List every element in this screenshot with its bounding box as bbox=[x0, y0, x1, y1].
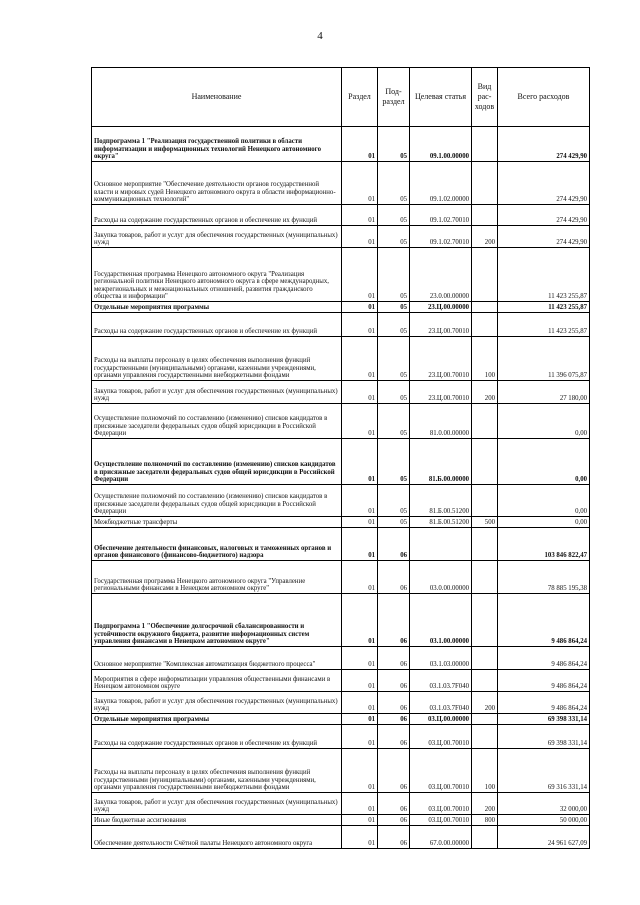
cell-target bbox=[410, 528, 472, 561]
cell-name: Расходы на содержание государственных органов и обеспечение их функций bbox=[92, 205, 342, 226]
cell-target: 81.0.00.00000 bbox=[410, 404, 472, 439]
cell-target: 03.Ц.00.70010 bbox=[410, 749, 472, 793]
cell-subsection: 06 bbox=[378, 826, 410, 849]
cell-section: 01 bbox=[342, 826, 378, 849]
cell-expense-type bbox=[472, 647, 498, 670]
cell-subsection: 05 bbox=[378, 485, 410, 517]
cell-expense-type bbox=[472, 162, 498, 205]
cell-subsection: 05 bbox=[378, 127, 410, 162]
cell-name: Подпрограмма 1 "Реализация государственной политики в области информатизации и информационных технологий Ненецкого автономного округа" bbox=[92, 127, 342, 162]
cell-total: 9 486 864,24 bbox=[498, 670, 590, 692]
table-row bbox=[92, 485, 590, 517]
cell-total: 274 429,90 bbox=[498, 127, 590, 162]
cell-target: 09.1.02.00000 bbox=[410, 162, 472, 205]
cell-subsection: 05 bbox=[378, 248, 410, 302]
cell-total: 9 486 864,24 bbox=[498, 647, 590, 670]
cell-name: Осуществление полномочий по составлению (изменению) списков кандидатов в присяжные заседатели федеральных судов общей юрисдикции в Российской Федерации bbox=[92, 439, 342, 485]
cell-section: 01 bbox=[342, 485, 378, 517]
cell-name: Закупка товаров, работ и услуг для обеспечения государственных (муниципальных) нужд bbox=[92, 381, 342, 404]
cell-expense-type: 100 bbox=[472, 749, 498, 793]
cell-name: Обеспечение деятельности Счётной палаты Ненецкого автономного округа bbox=[92, 826, 342, 849]
cell-expense-type bbox=[472, 528, 498, 561]
cell-total: 103 846 822,47 bbox=[498, 528, 590, 561]
header-expense-type: Вид рас-ходов bbox=[472, 68, 498, 127]
cell-expense-type bbox=[472, 302, 498, 313]
cell-expense-type bbox=[472, 725, 498, 749]
cell-subsection: 05 bbox=[378, 337, 410, 381]
cell-section: 01 bbox=[342, 302, 378, 313]
table-row bbox=[92, 302, 590, 313]
cell-subsection: 06 bbox=[378, 670, 410, 692]
cell-expense-type bbox=[472, 439, 498, 485]
cell-section: 01 bbox=[342, 313, 378, 337]
cell-total: 69 316 331,14 bbox=[498, 749, 590, 793]
cell-name: Иные бюджетные ассигнования bbox=[92, 815, 342, 826]
cell-section: 01 bbox=[342, 815, 378, 826]
table-row bbox=[92, 594, 590, 647]
cell-total: 50 000,00 bbox=[498, 815, 590, 826]
table-row bbox=[92, 725, 590, 749]
cell-name: Осуществление полномочий по составлению (изменению) списков кандидатов в присяжные заседатели федеральных судов общей юрисдикции в Российской Федерации bbox=[92, 404, 342, 439]
cell-target: 81.Б.00.51200 bbox=[410, 485, 472, 517]
cell-name: Закупка товаров, работ и услуг для обеспечения государственных (муниципальных) нужд bbox=[92, 692, 342, 714]
header-subsection: Под-раздел bbox=[378, 68, 410, 127]
table-row bbox=[92, 670, 590, 692]
cell-target: 03.1.00.00000 bbox=[410, 594, 472, 647]
cell-total: 9 486 864,24 bbox=[498, 692, 590, 714]
cell-name: Мероприятия в сфере информатизации управления общественными финансами в Ненецком автономном округе bbox=[92, 670, 342, 692]
cell-subsection: 06 bbox=[378, 561, 410, 594]
cell-total: 0,00 bbox=[498, 517, 590, 528]
table-row bbox=[92, 127, 590, 162]
cell-section: 01 bbox=[342, 594, 378, 647]
cell-name: Расходы на выплаты персоналу в целях обеспечения выполнения функций государственными (муниципальными) органами, казенными учреждениями, органами управления государственными внебюджетными фондами bbox=[92, 749, 342, 793]
cell-expense-type bbox=[472, 670, 498, 692]
header-name: Наименование bbox=[92, 68, 342, 127]
cell-name: Обеспечение деятельности финансовых, налоговых и таможенных органов и органов финансового (финансово-бюджетного) надзора bbox=[92, 528, 342, 561]
cell-target: 09.1.00.00000 bbox=[410, 127, 472, 162]
table-row bbox=[92, 815, 590, 826]
cell-subsection: 05 bbox=[378, 162, 410, 205]
cell-target: 09.1.02.70010 bbox=[410, 205, 472, 226]
cell-expense-type: 200 bbox=[472, 793, 498, 815]
cell-target: 23.Ц.00.00000 bbox=[410, 302, 472, 313]
cell-expense-type bbox=[472, 485, 498, 517]
table-row bbox=[92, 337, 590, 381]
cell-subsection: 05 bbox=[378, 381, 410, 404]
cell-section: 01 bbox=[342, 404, 378, 439]
cell-section: 01 bbox=[342, 127, 378, 162]
cell-expense-type bbox=[472, 313, 498, 337]
cell-target: 03.1.03.7F040 bbox=[410, 670, 472, 692]
cell-section: 01 bbox=[342, 692, 378, 714]
cell-expense-type: 500 bbox=[472, 517, 498, 528]
cell-expense-type bbox=[472, 594, 498, 647]
cell-name: Государственная программа Ненецкого автономного округа "Управление региональными финансами в Ненецком автономном округе" bbox=[92, 561, 342, 594]
cell-subsection: 06 bbox=[378, 594, 410, 647]
cell-section: 01 bbox=[342, 517, 378, 528]
cell-expense-type: 800 bbox=[472, 815, 498, 826]
cell-section: 01 bbox=[342, 205, 378, 226]
cell-subsection: 05 bbox=[378, 226, 410, 248]
cell-subsection: 05 bbox=[378, 302, 410, 313]
cell-expense-type bbox=[472, 127, 498, 162]
table-row bbox=[92, 162, 590, 205]
cell-target: 81.Б.00.00000 bbox=[410, 439, 472, 485]
header-section: Раздел bbox=[342, 68, 378, 127]
cell-section: 01 bbox=[342, 670, 378, 692]
cell-subsection: 05 bbox=[378, 439, 410, 485]
cell-target: 23.Ц.00.70010 bbox=[410, 381, 472, 404]
cell-name: Основное мероприятие "Комплексная автоматизация бюджетного процесса" bbox=[92, 647, 342, 670]
cell-total: 24 961 627,09 bbox=[498, 826, 590, 849]
cell-total: 11 423 255,87 bbox=[498, 248, 590, 302]
cell-expense-type bbox=[472, 826, 498, 849]
cell-target: 03.Ц.00.70010 bbox=[410, 815, 472, 826]
cell-total: 0,00 bbox=[498, 404, 590, 439]
cell-total: 69 398 331,14 bbox=[498, 714, 590, 725]
cell-section: 01 bbox=[342, 162, 378, 205]
cell-target: 03.1.03.00000 bbox=[410, 647, 472, 670]
cell-section: 01 bbox=[342, 561, 378, 594]
cell-total: 274 429,90 bbox=[498, 205, 590, 226]
cell-section: 01 bbox=[342, 381, 378, 404]
cell-expense-type bbox=[472, 561, 498, 594]
cell-total: 69 398 331,14 bbox=[498, 725, 590, 749]
cell-subsection: 06 bbox=[378, 647, 410, 670]
cell-name: Основное мероприятие "Обеспечение деятельности органов государственной власти и мировых судей Ненецкого автономного округа в области информационно-коммуникационных технологий" bbox=[92, 162, 342, 205]
cell-total: 11 396 075,87 bbox=[498, 337, 590, 381]
cell-section: 01 bbox=[342, 337, 378, 381]
page-number: 4 bbox=[317, 30, 323, 42]
cell-section: 01 bbox=[342, 647, 378, 670]
cell-total: 9 486 864,24 bbox=[498, 594, 590, 647]
cell-section: 01 bbox=[342, 749, 378, 793]
cell-total: 78 885 195,38 bbox=[498, 561, 590, 594]
cell-name: Расходы на содержание государственных органов и обеспечение их функций bbox=[92, 725, 342, 749]
cell-name: Расходы на содержание государственных органов и обеспечение их функций bbox=[92, 313, 342, 337]
cell-target: 23.Ц.00.70010 bbox=[410, 337, 472, 381]
table-row bbox=[92, 439, 590, 485]
cell-subsection: 05 bbox=[378, 517, 410, 528]
cell-target: 03.0.00.00000 bbox=[410, 561, 472, 594]
table-header-row bbox=[92, 68, 590, 127]
cell-subsection: 06 bbox=[378, 528, 410, 561]
cell-name: Расходы на выплаты персоналу в целях обеспечения выполнения функций государственными (муниципальными) органами, казенными учреждениями, органами управления государственными внебюджетными фондами bbox=[92, 337, 342, 381]
table-row bbox=[92, 647, 590, 670]
cell-section: 01 bbox=[342, 725, 378, 749]
cell-expense-type: 100 bbox=[472, 337, 498, 381]
cell-total: 0,00 bbox=[498, 439, 590, 485]
cell-subsection: 06 bbox=[378, 725, 410, 749]
cell-target: 09.1.02.70010 bbox=[410, 226, 472, 248]
cell-target: 03.1.03.7F040 bbox=[410, 692, 472, 714]
cell-total: 274 429,90 bbox=[498, 162, 590, 205]
cell-subsection: 06 bbox=[378, 815, 410, 826]
cell-target: 23.Ц.00.70010 bbox=[410, 313, 472, 337]
table-row bbox=[92, 381, 590, 404]
cell-name: Закупка товаров, работ и услуг для обеспечения государственных (муниципальных) нужд bbox=[92, 226, 342, 248]
cell-name: Государственная программа Ненецкого автономного округа "Реализация региональной политики Ненецкого автономного округа в сфере международных, межрегиональных и межнациональных отношений, развития гражданского общества и информации" bbox=[92, 248, 342, 302]
cell-name: Отдельные мероприятия программы bbox=[92, 714, 342, 725]
cell-target: 81.Б.00.51200 bbox=[410, 517, 472, 528]
table-row bbox=[92, 793, 590, 815]
cell-target: 03.Ц.00.00000 bbox=[410, 714, 472, 725]
budget-table bbox=[91, 67, 590, 849]
cell-total: 0,00 bbox=[498, 485, 590, 517]
cell-section: 01 bbox=[342, 714, 378, 725]
cell-expense-type: 200 bbox=[472, 692, 498, 714]
cell-expense-type bbox=[472, 205, 498, 226]
cell-total: 27 180,00 bbox=[498, 381, 590, 404]
table-row bbox=[92, 404, 590, 439]
cell-name: Подпрограмма 1 "Обеспечение долгосрочной сбалансированности и устойчивости окружного бюджета, развитие информационных систем управления финансами в Ненецком автономном округе" bbox=[92, 594, 342, 647]
cell-subsection: 06 bbox=[378, 749, 410, 793]
cell-expense-type bbox=[472, 248, 498, 302]
cell-expense-type: 200 bbox=[472, 381, 498, 404]
cell-target: 23.0.00.00000 bbox=[410, 248, 472, 302]
cell-total: 11 423 255,87 bbox=[498, 302, 590, 313]
table-row bbox=[92, 528, 590, 561]
cell-expense-type bbox=[472, 404, 498, 439]
table-row bbox=[92, 313, 590, 337]
table-row bbox=[92, 205, 590, 226]
cell-subsection: 05 bbox=[378, 404, 410, 439]
cell-total: 32 000,00 bbox=[498, 793, 590, 815]
cell-section: 01 bbox=[342, 439, 378, 485]
cell-total: 274 429,90 bbox=[498, 226, 590, 248]
cell-section: 01 bbox=[342, 226, 378, 248]
cell-subsection: 06 bbox=[378, 793, 410, 815]
cell-expense-type bbox=[472, 714, 498, 725]
cell-subsection: 06 bbox=[378, 692, 410, 714]
cell-name: Осуществление полномочий по составлению (изменению) списков кандидатов в присяжные заседатели федеральных судов общей юрисдикции в Российской Федерации bbox=[92, 485, 342, 517]
table-row bbox=[92, 561, 590, 594]
table-body bbox=[92, 127, 590, 849]
table-row bbox=[92, 248, 590, 302]
table-row bbox=[92, 517, 590, 528]
table-row bbox=[92, 826, 590, 849]
cell-total: 11 423 255,87 bbox=[498, 313, 590, 337]
cell-name: Межбюджетные трансферты bbox=[92, 517, 342, 528]
cell-subsection: 05 bbox=[378, 313, 410, 337]
cell-name: Закупка товаров, работ и услуг для обеспечения государственных (муниципальных) нужд bbox=[92, 793, 342, 815]
cell-target: 67.0.00.00000 bbox=[410, 826, 472, 849]
cell-subsection: 06 bbox=[378, 714, 410, 725]
table-row bbox=[92, 749, 590, 793]
table-row bbox=[92, 226, 590, 248]
cell-expense-type: 200 bbox=[472, 226, 498, 248]
table-row bbox=[92, 714, 590, 725]
cell-target: 03.Ц.00.70010 bbox=[410, 725, 472, 749]
cell-name: Отдельные мероприятия программы bbox=[92, 302, 342, 313]
cell-section: 01 bbox=[342, 248, 378, 302]
cell-section: 01 bbox=[342, 793, 378, 815]
header-target: Целевая статья bbox=[410, 68, 472, 127]
header-total: Всего расходов bbox=[498, 68, 590, 127]
cell-section: 01 bbox=[342, 528, 378, 561]
table-row bbox=[92, 692, 590, 714]
cell-target: 03.Ц.00.70010 bbox=[410, 793, 472, 815]
cell-subsection: 05 bbox=[378, 205, 410, 226]
